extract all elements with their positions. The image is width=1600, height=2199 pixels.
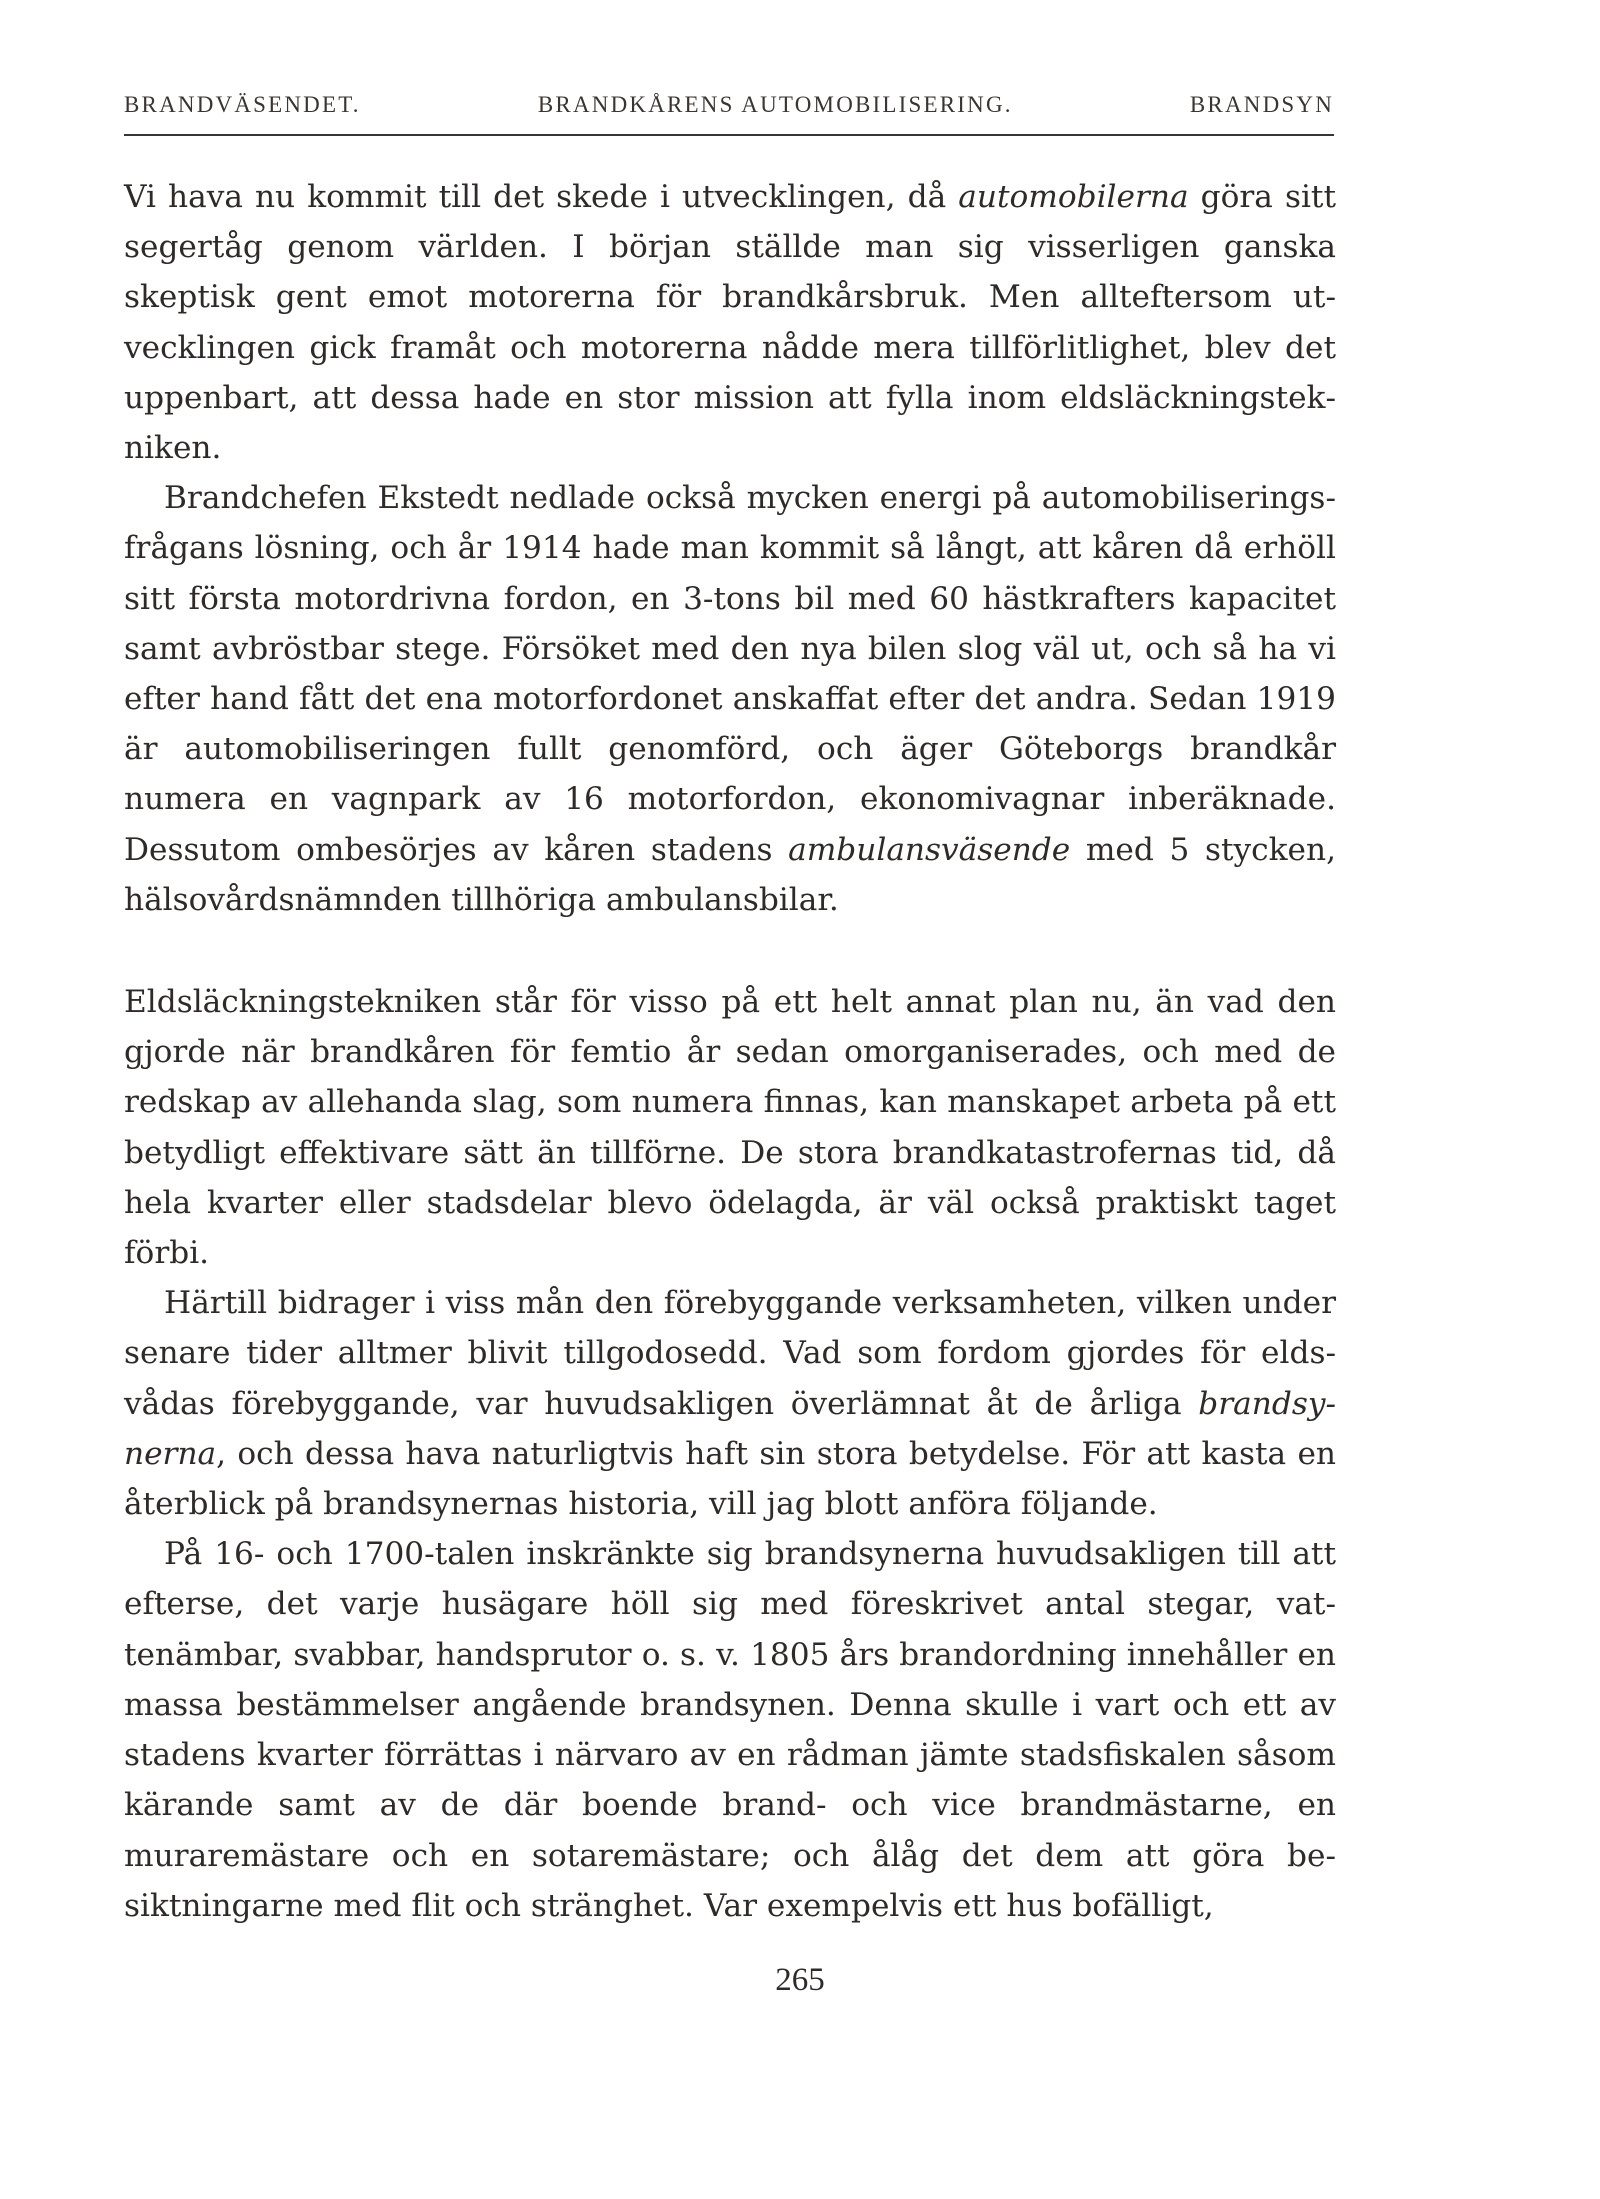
italic-term: ambulansväsende — [788, 831, 1071, 868]
paragraph — [124, 473, 1336, 925]
paragraph — [124, 172, 1336, 473]
text-run: På 16- och 1700-talen inskränkte sig brandsynerna huvudsakligen till att efterse, det varje husägare höll sig med föreskrivet antal stegar, vattenämbar, svabbar, handsprutor o. s. v. 1805 års brandordning innehåller en massa bestämmelser angående brandsynen. Denna skulle i vart och ett av stadens kvarter förrättas i närvaro av en rådman jämte stadsfiskalen såsom kärande samt av de där boende brand- och vice brandmästarne, en muraremästare och en sotaremästare; och ålåg det dem att göra besiktningarne med flit och stränghet. Var exempelvis ett hus bofälligt, — [124, 1536, 1336, 1924]
text-run: Vi hava nu kommit till det skede i utvecklingen, då — [124, 179, 959, 215]
text-run: göra sitt segertåg genom världen. I början ställde man sig visserligen ganska skeptisk gent emot motorerna för brandkårsbruk. Men allteftersom utvecklingen gick framåt och motorerna nådde mera tillförlitlighet, blev det uppenbart, att dessa hade en stor mission att fylla inom eldsläckningstekniken. — [124, 179, 1337, 467]
text-run: Härtill bidrager i viss mån den förebyggande verksamheten, vilken under senare tider alltmer blivit tillgodosedd. Vad som fordom gjordes för eldsvådas förebyggande, var huvudsakligen överlämnat åt de årliga — [124, 1285, 1336, 1422]
paragraph — [124, 1529, 1336, 1931]
running-header — [124, 92, 1334, 118]
italic-term: brandsynerna — [124, 1385, 1336, 1472]
header-right-title: BRANDSYN — [1189, 92, 1334, 117]
paragraph — [124, 977, 1336, 1278]
text-run: Eldsläckningstekniken står för visso på ett helt annat plan nu, än vad den gjorde när brandkåren för femtio år sedan omorganiserades, och med de redskap av allehanda slag, som numera finnas, kan manskapet arbeta på ett betydligt effektivare sätt än tillförne. De stora brandkatastrofernas tid, då hela kvarter eller stadsdelar blevo ödelagda, är väl också praktiskt taget förbi. — [124, 984, 1336, 1272]
header-left-title: BRANDVÄSENDET. — [124, 92, 361, 117]
header-divider — [124, 134, 1334, 136]
italic-term: automobilerna — [958, 179, 1189, 215]
page-number: 265 — [775, 1962, 825, 1998]
text-run: , och dessa hava naturligtvis haft sin stora betydelse. För att kasta en återblick på brandsynernas historia, vill jag blott anföra följande. — [124, 1435, 1336, 1523]
text-run: med 5 stycken, hälsovårdsnämnden tillhöriga ambulansbilar. — [124, 831, 1336, 918]
paragraph — [124, 1278, 1336, 1529]
text-run: Brandchefen Ekstedt nedlade också mycken energi på automobiliseringsfrågans lösning, och år 1914 hade man kommit så långt, att kåren då erhöll sitt första motordrivna fordon, en 3-tons bil med 60 hästkrafters kapacitet samt avbröstbar stege. Försöket med den nya bilen slog väl ut, och så ha vi efter hand fått det ena motorfordonet anskaffat efter det andra. Sedan 1919 är automobiliseringen fullt genomförd, och äger Göteborgs brandkår numera en vagnpark av 16 motorfordon, ekonomivagnar inberäknade. Dessutom ombesörjes av kåren stadens — [124, 480, 1336, 868]
body-text — [124, 172, 1336, 1931]
header-center-title: BRANDKÅRENS AUTOMOBILISERING. — [537, 92, 1013, 117]
